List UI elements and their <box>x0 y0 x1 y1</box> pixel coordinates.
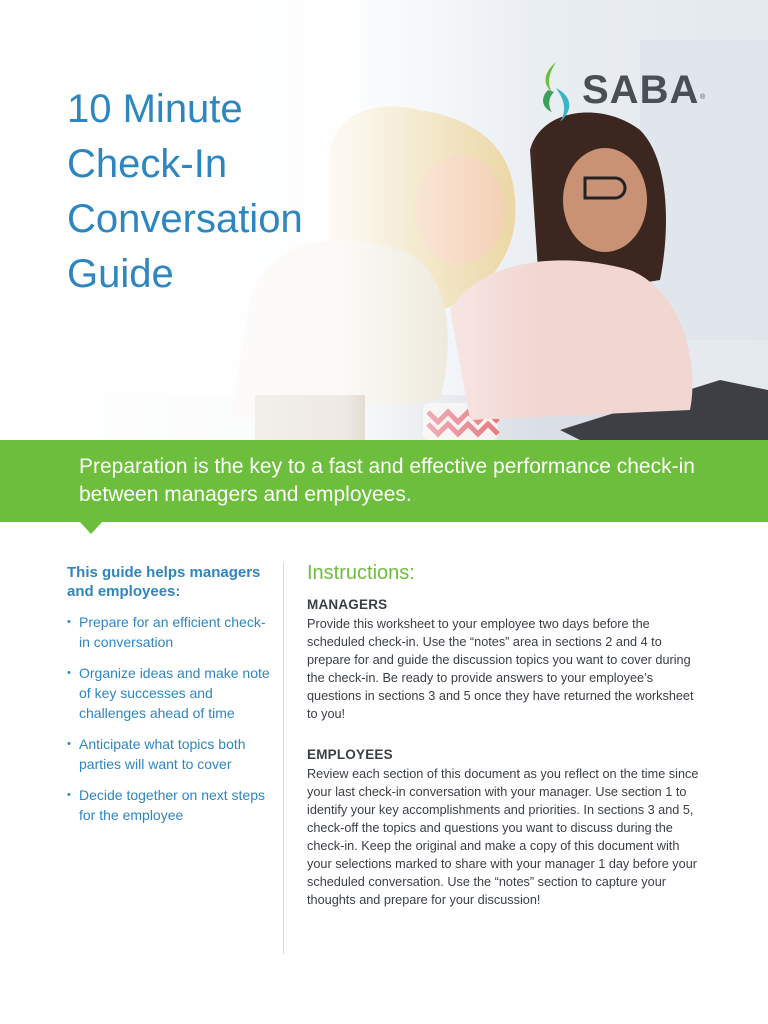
banner-pointer <box>79 521 103 534</box>
title-line-2: Check-In <box>67 142 228 186</box>
list-item: • Decide together on next steps for the employee <box>67 785 272 825</box>
column-divider <box>283 562 284 954</box>
employees-body: Review each section of this document as you reflect on the time since your last check-in conversation with your manager. Use section 1 to identify your key accomplishments and priorities. In sections 3 and 5, check-off the topics and questions you want to discuss during the check-in. Keep the original and make a copy of this document with your selections marked to share with your manager 1 day before your scheduled conversation. Use the “notes” section to capture your thoughts and prepare for your discussion! <box>307 767 699 907</box>
instructions-heading: Instructions: <box>307 562 415 584</box>
logo-registered-mark: ® <box>700 94 706 101</box>
title-line-4: Guide <box>67 252 174 296</box>
sidebar-list <box>67 612 272 836</box>
logo-wordmark: SABA <box>582 68 700 112</box>
page-title <box>67 82 367 302</box>
saba-leaf-icon <box>538 60 578 126</box>
list-item: • Anticipate what topics both parties will want to cover <box>67 734 272 774</box>
title-line-1: 10 Minute <box>67 87 243 131</box>
list-item: • Prepare for an efficient check-in conversation <box>67 612 272 652</box>
managers-body: Provide this worksheet to your employee two days before the scheduled check-in. Use the “notes” area in sections 2 and 4 to prepare for and guide the discussion topics you want to cover during the check-in. Be ready to provide answers to your employee’s questions in sections 3 and 5 once they have returned the worksheet to you! <box>307 617 694 721</box>
title-line-3: Conversation <box>67 197 303 241</box>
banner-text: Preparation is the key to a fast and effective performance check-in between managers and employees. <box>79 455 695 506</box>
sidebar-heading: This guide helps managers and employees: <box>67 564 261 600</box>
saba-logo <box>538 60 718 126</box>
employees-label: EMPLOYEES <box>307 747 393 762</box>
managers-label: MANAGERS <box>307 597 388 612</box>
list-item: • Organize ideas and make note of key successes and challenges ahead of time <box>67 663 272 723</box>
